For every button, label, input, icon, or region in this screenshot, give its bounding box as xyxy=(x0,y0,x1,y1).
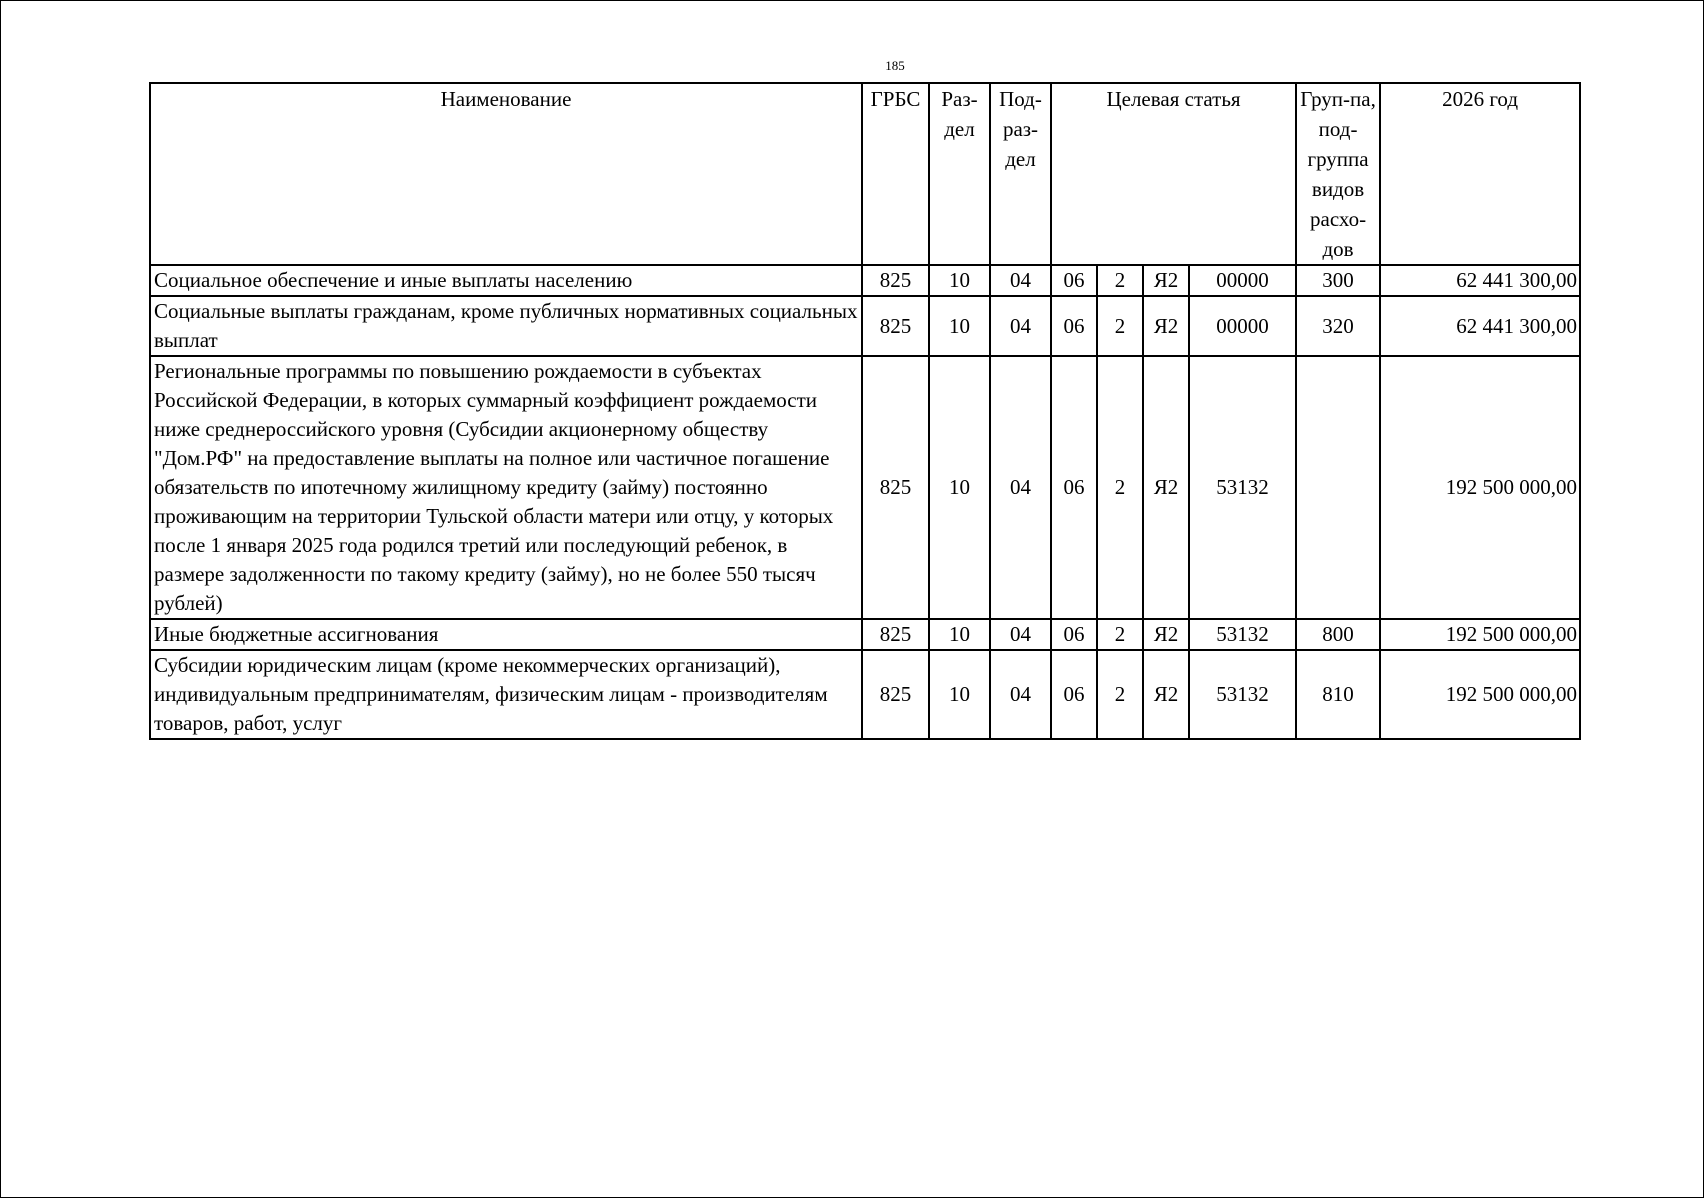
row-name: Иные бюджетные ассигнования xyxy=(150,619,862,650)
row-target-1: 06 xyxy=(1051,356,1097,619)
row-target-2: 2 xyxy=(1097,265,1143,296)
row-amount: 192 500 000,00 xyxy=(1380,356,1580,619)
row-amount: 192 500 000,00 xyxy=(1380,650,1580,739)
row-name: Социальные выплаты гражданам, кроме публичных нормативных социальных выплат xyxy=(150,296,862,356)
table-row xyxy=(150,356,1580,619)
row-target-4: 53132 xyxy=(1189,619,1296,650)
row-group: 300 xyxy=(1296,265,1380,296)
row-group xyxy=(1296,356,1380,619)
row-grbs: 825 xyxy=(862,296,929,356)
table-row xyxy=(150,265,1580,296)
table-row xyxy=(150,296,1580,356)
row-target-4: 00000 xyxy=(1189,265,1296,296)
row-target-3: Я2 xyxy=(1143,356,1189,619)
row-razdel: 10 xyxy=(929,265,990,296)
header-podrazdel: Под-раз-дел xyxy=(990,83,1051,265)
row-target-1: 06 xyxy=(1051,296,1097,356)
header-name: Наименование xyxy=(150,83,862,265)
row-target-3: Я2 xyxy=(1143,619,1189,650)
row-target-4: 53132 xyxy=(1189,650,1296,739)
row-podrazdel: 04 xyxy=(990,265,1051,296)
row-podrazdel: 04 xyxy=(990,356,1051,619)
row-target-4: 53132 xyxy=(1189,356,1296,619)
row-grbs: 825 xyxy=(862,265,929,296)
row-podrazdel: 04 xyxy=(990,650,1051,739)
header-expense-group: Груп-па, под-группа видов расхо-дов xyxy=(1296,83,1380,265)
row-grbs: 825 xyxy=(862,356,929,619)
row-group: 800 xyxy=(1296,619,1380,650)
row-target-4: 00000 xyxy=(1189,296,1296,356)
table-row xyxy=(150,650,1580,739)
row-target-3: Я2 xyxy=(1143,265,1189,296)
budget-table xyxy=(149,82,1581,740)
row-target-1: 06 xyxy=(1051,619,1097,650)
row-podrazdel: 04 xyxy=(990,296,1051,356)
row-target-3: Я2 xyxy=(1143,296,1189,356)
row-target-1: 06 xyxy=(1051,265,1097,296)
row-name: Региональные программы по повышению рождаемости в субъектах Российской Федерации, в которых суммарный коэффициент рождаемости ниже среднероссийского уровня (Субсидии акционерному обществу "Дом.РФ" на предоставление выплаты на полное или частичное погашение обязательств по ипотечному жилищному кредиту (займу) постоянно проживающим на территории Тульской области матери или отцу, у которых после 1 января 2025 года родился третий или последующий ребенок, в размере задолженности по такому кредиту (займу), но не более 550 тысяч рублей) xyxy=(150,356,862,619)
header-grbs: ГРБС xyxy=(862,83,929,265)
row-name: Социальное обеспечение и иные выплаты населению xyxy=(150,265,862,296)
row-target-2: 2 xyxy=(1097,650,1143,739)
row-grbs: 825 xyxy=(862,650,929,739)
row-amount: 62 441 300,00 xyxy=(1380,296,1580,356)
row-amount: 62 441 300,00 xyxy=(1380,265,1580,296)
row-target-2: 2 xyxy=(1097,356,1143,619)
row-name: Субсидии юридическим лицам (кроме некоммерческих организаций), индивидуальным предпринимателям, физическим лицам - производителям товаров, работ, услуг xyxy=(150,650,862,739)
row-target-1: 06 xyxy=(1051,650,1097,739)
table-row xyxy=(150,619,1580,650)
row-razdel: 10 xyxy=(929,650,990,739)
header-razdel: Раз-дел xyxy=(929,83,990,265)
row-target-3: Я2 xyxy=(1143,650,1189,739)
row-podrazdel: 04 xyxy=(990,619,1051,650)
row-group: 810 xyxy=(1296,650,1380,739)
table-header-row xyxy=(150,83,1580,265)
header-target-article: Целевая статья xyxy=(1051,83,1296,265)
row-razdel: 10 xyxy=(929,619,990,650)
row-group: 320 xyxy=(1296,296,1380,356)
row-target-2: 2 xyxy=(1097,619,1143,650)
row-grbs: 825 xyxy=(862,619,929,650)
row-razdel: 10 xyxy=(929,296,990,356)
row-razdel: 10 xyxy=(929,356,990,619)
row-amount: 192 500 000,00 xyxy=(1380,619,1580,650)
header-year: 2026 год xyxy=(1380,83,1580,265)
row-target-2: 2 xyxy=(1097,296,1143,356)
page-number: 185 xyxy=(885,58,905,73)
